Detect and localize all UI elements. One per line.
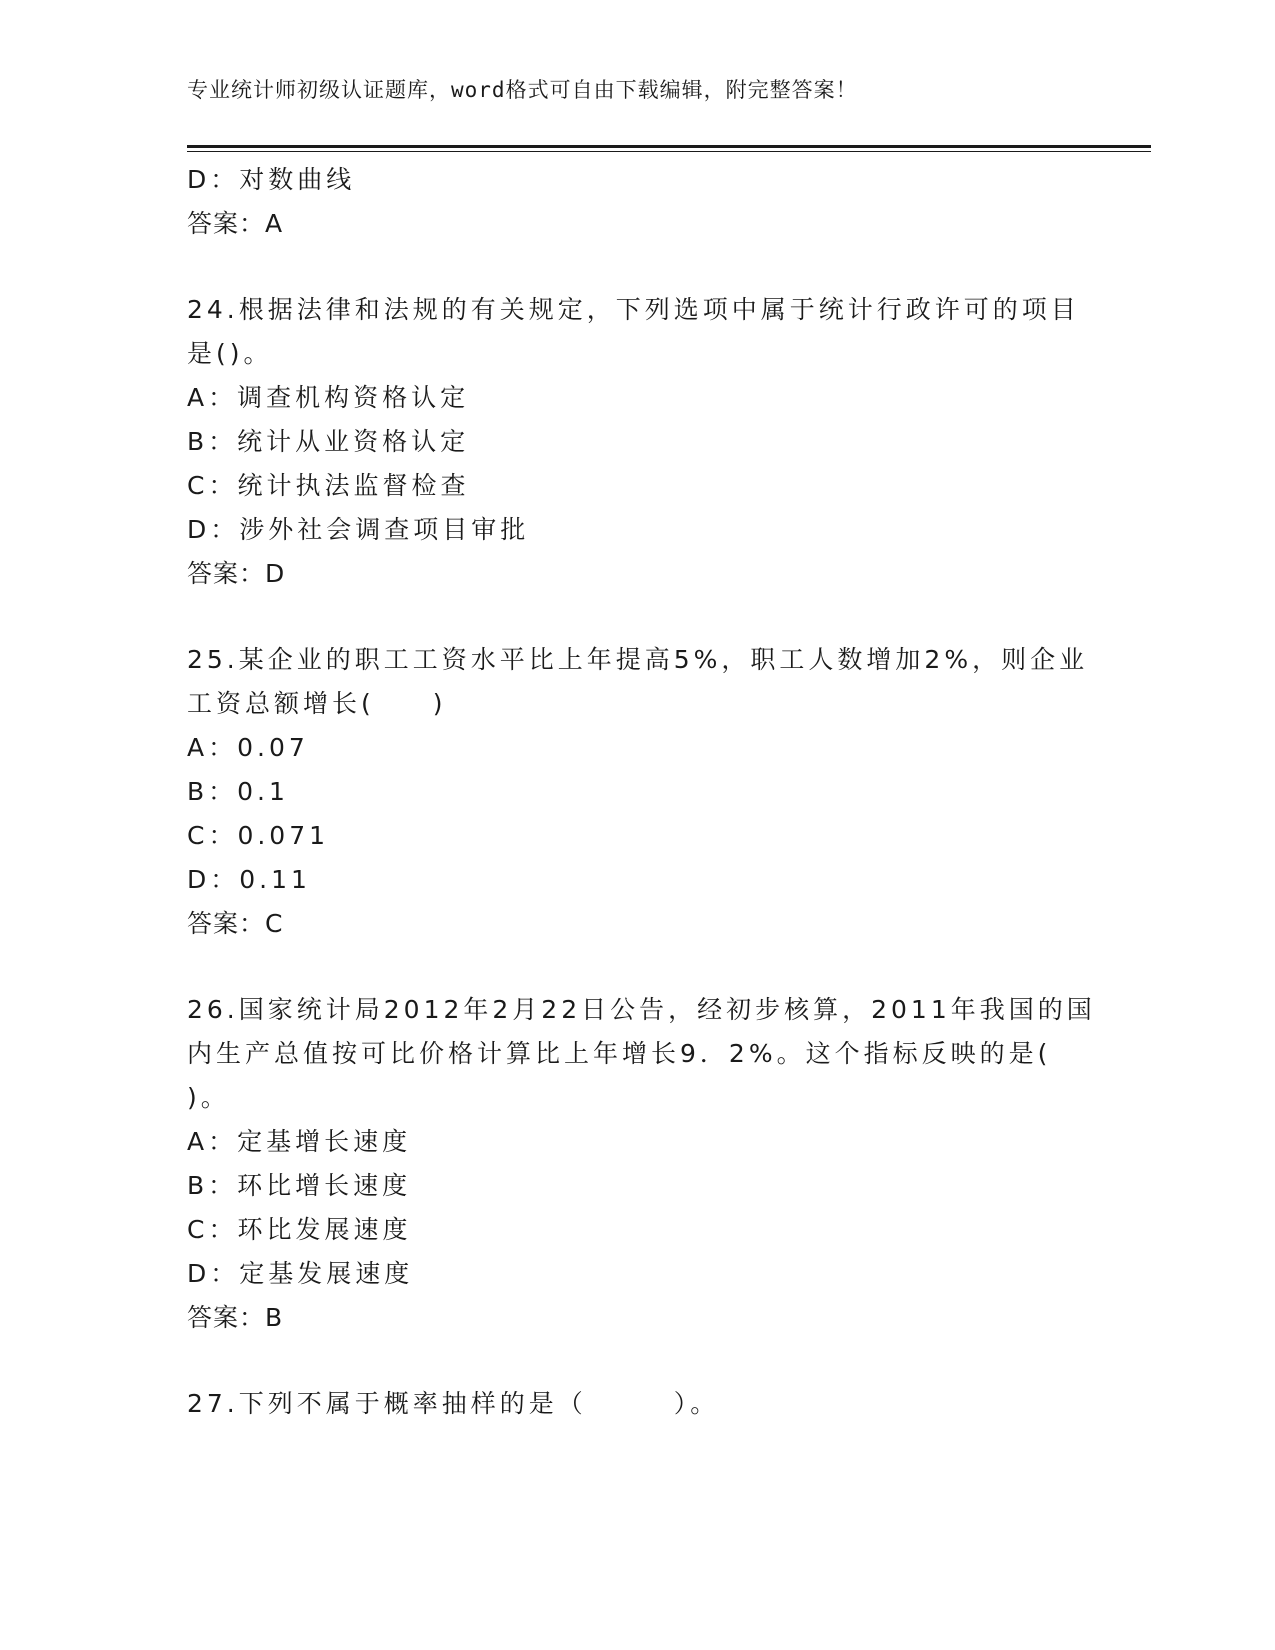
q25-stem-line1: 25.某企业的职工工资水平比上年提高5%，职工人数增加2%，则企业 <box>187 645 1089 674</box>
q26-option-c: C：环比发展速度 <box>187 1215 412 1244</box>
prev-option-d: D：对数曲线 <box>187 165 356 194</box>
header-rule-thick <box>187 145 1151 148</box>
q26-stem-line2: 内生产总值按可比价格计算比上年增长9．2%。这个指标反映的是( <box>187 1039 1052 1068</box>
q26-option-a: A：定基增长速度 <box>187 1127 412 1156</box>
q26-stem-line1: 26.国家统计局2012年2月22日公告，经初步核算，2011年我国的国 <box>187 995 1096 1024</box>
prev-answer: 答案：A <box>187 209 284 238</box>
q24-option-c: C：统计执法监督检查 <box>187 471 470 500</box>
q25-option-a: A：0.07 <box>187 733 309 762</box>
q24-answer: 答案：D <box>187 559 286 588</box>
q24-option-b: B：统计从业资格认定 <box>187 427 470 456</box>
q24-stem-line1: 24.根据法律和法规的有关规定，下列选项中属于统计行政许可的项目 <box>187 295 1080 324</box>
q26-option-b: B：环比增长速度 <box>187 1171 412 1200</box>
q25-option-d: D：0.11 <box>187 865 311 894</box>
page-header: 专业统计师初级认证题库，word格式可自由下载编辑，附完整答案！ <box>187 78 858 102</box>
q24-stem-line2: 是()。 <box>187 339 273 368</box>
q25-answer: 答案：C <box>187 909 284 938</box>
q25-stem-line2: 工资总额增长( ) <box>187 689 447 718</box>
q27-stem-line1: 27.下列不属于概率抽样的是（ ）。 <box>187 1389 720 1418</box>
q25-option-c: C：0.071 <box>187 821 330 850</box>
q25-option-b: B：0.1 <box>187 777 289 806</box>
q26-option-d: D：定基发展速度 <box>187 1259 414 1288</box>
q26-answer: 答案：B <box>187 1303 284 1332</box>
header-rule-thin <box>187 151 1151 152</box>
q26-stem-line3: )。 <box>187 1083 230 1112</box>
q24-option-d: D：涉外社会调查项目审批 <box>187 515 530 544</box>
q24-option-a: A：调查机构资格认定 <box>187 383 470 412</box>
